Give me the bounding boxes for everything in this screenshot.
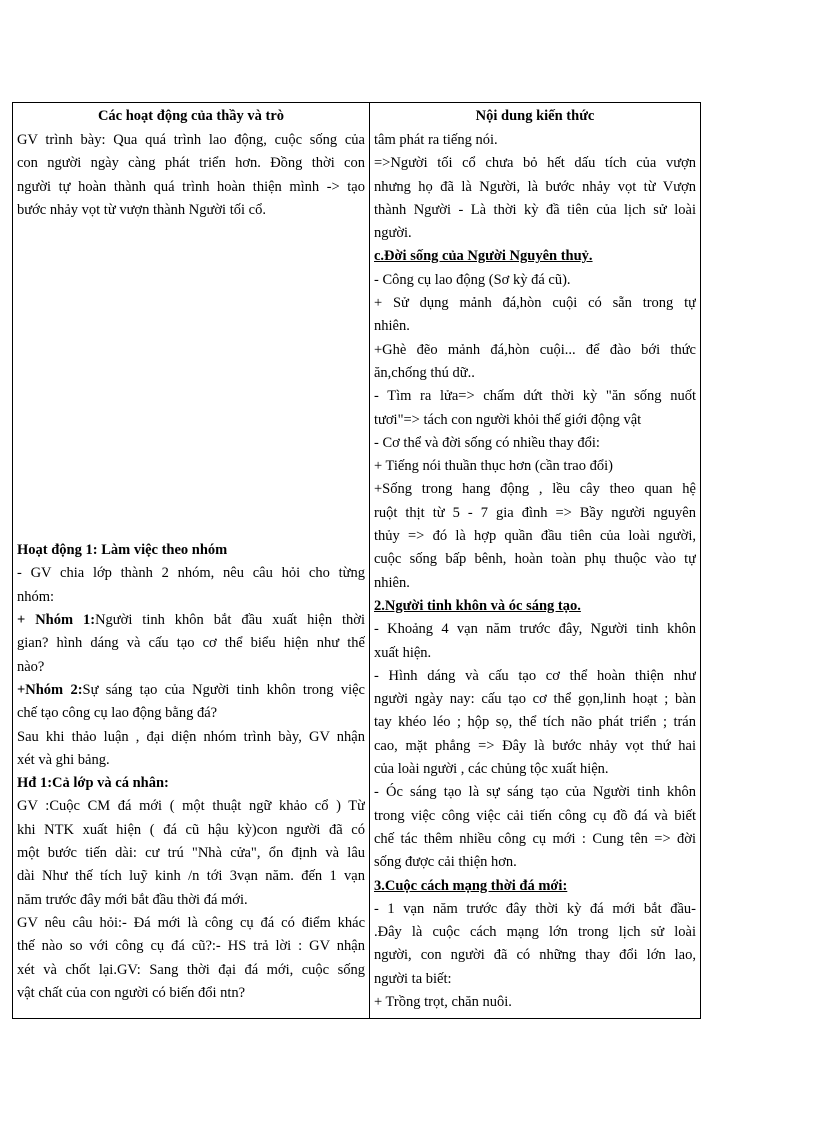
text-line: trong việc công việc cải tiến công cụ đồ đá và biết	[374, 807, 696, 824]
text-line: người ngày nay: cấu tạo cơ thể gọn,linh hoạt ; bàn	[374, 691, 696, 708]
activities-column	[13, 103, 370, 1018]
hd-1-heading: Hđ 1:Cả lớp và cá nhân:	[17, 775, 169, 792]
knowledge-column-header: Nội dung kiến thức	[475, 108, 595, 124]
text-line: thành Người - Là thời kỳ đầ tiên của lịch sử loài	[374, 201, 696, 218]
text-line: + Sử dụng mảnh đá,hòn cuội có sẵn trong tự	[374, 295, 696, 312]
text-line: +Ghè đẽo mảnh đá,hòn cuội... để đào bới thức	[374, 341, 696, 358]
text-line: GV nêu câu hỏi:- Đá mới là công cụ đá có điểm khác	[17, 914, 365, 931]
group-1-label: + Nhóm 1:	[17, 612, 96, 629]
text-line: thế nào so với công cụ đá cũ?:- HS trả lời : GV nhận	[17, 938, 365, 955]
text-line: chế tạo công cụ lao động bằng đá?	[17, 705, 218, 722]
text-line: nào?	[17, 658, 45, 675]
group-2-text: Sự sáng tạo của Người tinh khôn trong việc	[82, 681, 365, 698]
text-line: GV :Cuộc CM đá mới ( một thuật ngữ khảo cổ ) Từ	[17, 798, 365, 815]
section-2-heading: 2.Người tinh khôn và óc sáng tạo.	[374, 597, 581, 614]
text-line: thủy => đó là hợp quần đầu tiên của loài người,	[374, 528, 696, 545]
text-line: GV trình bày: Qua quá trình lao động, cuộc sống của	[17, 132, 365, 148]
text-line: - GV chia lớp thành 2 nhóm, nêu câu hỏi cho từng	[17, 565, 365, 582]
text-line: xét và chốt lại.GV: Sang thời đại đá mới, cuộc sống	[17, 961, 365, 978]
text-line: người, con người đã có những thay đổi lớn lao,	[374, 947, 696, 964]
blank-space	[17, 222, 365, 539]
text-line: chế tác thêm nhiều công cụ mới : Cung tên => đời	[374, 830, 696, 847]
text-line: - Khoảng 4 vạn năm trước đây, Người tinh khôn	[374, 621, 696, 638]
text-line: nhưng họ đã là Người, là bước nhảy vọt từ Vượn	[374, 178, 696, 195]
text-line: nhiên.	[374, 574, 410, 591]
text-line: - Óc sáng tạo là sự sáng tạo của Người tinh khôn	[374, 784, 696, 801]
group-2-label: +Nhóm 2:	[17, 681, 83, 698]
text-line: gian? hình dáng và cấu tạo cơ thể biểu hiện như thế	[17, 635, 365, 652]
text-line: ăn,chống thú dữ..	[374, 364, 475, 381]
text-line: - Công cụ lao động (Sơ kỳ đá cũ).	[374, 271, 571, 288]
activity-1-heading: Hoạt động 1: Làm việc theo nhóm	[17, 542, 228, 559]
text-line: người tự hoàn thành quá trình hoàn thiện mình -> tạo	[17, 178, 365, 195]
text-line: tay khéo léo ; hộp sọ, thể tích não phát triển ; trán	[374, 714, 696, 731]
text-line: =>Người tối cổ chưa bỏ hết dấu tích của vượn	[374, 155, 696, 172]
text-line: tâm phát ra tiếng nói.	[374, 132, 498, 148]
lesson-table	[12, 102, 701, 1019]
text-line: xét và ghi bảng.	[17, 751, 110, 768]
text-line: vật chất của con người có biến đổi ntn?	[17, 984, 246, 1001]
text-line: của loài người , các chủng tộc xuất hiện.	[374, 761, 609, 778]
text-line: + Tiếng nói thuần thục hơn (cần trao đổi)	[374, 458, 613, 475]
text-line: xuất hiện.	[374, 644, 432, 661]
text-line: .Đây là cuộc cách mạng lớn trong lịch sử loài	[374, 924, 696, 941]
text-line: - 1 vạn năm trước đây thời kỳ đá mới bắt đầu-	[374, 900, 696, 917]
text-line: dài Như thế tích luỹ kinh /n tới 3vạn năm. đến 1 vạn	[17, 868, 365, 885]
text-line: nhiên.	[374, 318, 410, 335]
text-line: năm trước đây mới bắt đầu thời đá mới.	[17, 891, 248, 908]
text-line: - Tìm ra lửa=> chấm dứt thời kỳ "ăn sống nuốt	[374, 388, 696, 405]
group-2-line	[17, 679, 365, 702]
text-line: + Trồng trọt, chăn nuôi.	[374, 993, 512, 1010]
text-line: người.	[374, 225, 412, 242]
text-line: Sau khi thảo luận , đại diện nhóm trình bày, GV nhận	[17, 728, 365, 745]
text-line: - Hình dáng và cấu tạo cơ thể hoàn thiện như	[374, 667, 696, 684]
text-line: +Sống trong hang động , lều cây theo quan hệ	[374, 481, 696, 498]
text-line: con người ngày càng phát triển hơn. Đồng thời con	[17, 155, 365, 172]
section-3-heading: 3.Cuộc cách mạng thời đá mới:	[374, 877, 568, 894]
text-line: người ta biết:	[374, 970, 452, 987]
text-line: tươi"=> tách con người khỏi thế giới động vật	[374, 411, 642, 428]
text-line: một bước tiến dài: cư trú "Nhà cửa", ổn định và lâu	[17, 845, 365, 862]
group-1-line	[17, 609, 365, 632]
text-line: sống được cải thiện hơn.	[374, 854, 517, 871]
section-c-heading: c.Đời sống của Người Nguyên thuỷ.	[374, 248, 593, 265]
text-line: - Cơ thể và đời sống có nhiều thay đổi:	[374, 434, 600, 451]
text-line: nhóm:	[17, 588, 55, 605]
text-line: khi NTK xuất hiện ( đá cũ hậu kỳ)con người đã có	[17, 821, 365, 838]
text-line: bước nhảy vọt từ vượn thành Người tối cổ.	[17, 201, 266, 218]
activities-column-header: Các hoạt động của thầy và trò	[97, 108, 285, 124]
text-line: cao, mặt phẳng => Đây là bước nhảy vọt thứ hai	[374, 737, 696, 754]
text-line: ruột thịt từ 5 - 7 gia đình => Bầy người nguyên	[374, 504, 696, 521]
group-1-text: Người tinh khôn bắt đầu xuất hiện thời	[95, 612, 365, 629]
knowledge-column	[370, 103, 700, 1018]
text-line: cuộc sống bấp bênh, hoàn toàn phụ thuộc vào tự	[374, 551, 696, 568]
